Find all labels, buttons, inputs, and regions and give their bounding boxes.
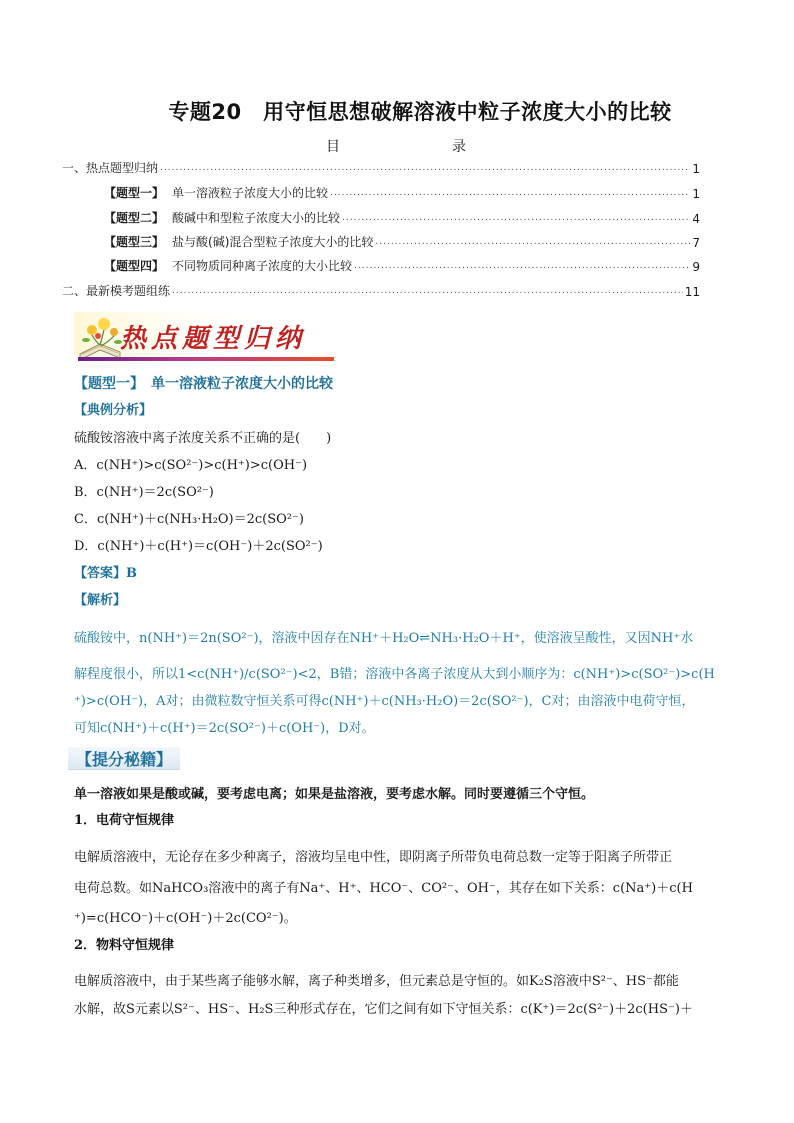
banner-underline — [78, 357, 334, 361]
option-b: B．c(NH⁺)＝2c(SO²⁻) — [74, 485, 214, 500]
banner-title: 热点题型归纳 — [120, 324, 307, 354]
toc-leader — [330, 188, 690, 198]
toc-entry-4[interactable]: 【题型三】 盐与酸(碱)混合型粒子浓度大小的比较 ..... 7 — [104, 230, 700, 250]
analysis-line-1: 硫酸铵中，n(NH⁺)＝2n(SO²⁻)，溶液中因存在NH⁺＋H₂O⇌NH₃·H₂O＋H⁺，使溶液呈酸性，又因NH⁺水 — [74, 631, 694, 646]
toc-entry-3[interactable]: 【题型二】 酸碱中和型粒子浓度大小的比较 ..... 4 — [104, 206, 700, 226]
rule1-line-1: 电解质溶液中，无论存在多少种离子，溶液均呈电中性，即阴离子所带负电荷总数一定等于阳离子所带正 — [74, 850, 673, 865]
toc-heading-left: 目 — [326, 139, 340, 155]
toc-leader — [354, 261, 690, 271]
option-d: D．c(NH⁺)＋c(H⁺)＝c(OH⁻)＋2c(SO²⁻) — [74, 539, 323, 554]
rule2-title: 2．物料守恒规律 — [74, 938, 175, 953]
toc-entry-1[interactable]: 一、热点题型归纳 ..... 1 — [62, 156, 700, 176]
tip-summary: 单一溶液如果是酸或碱，要考虑电离；如果是盐溶液，要考虑水解。同时要遵循三个守恒。 — [74, 787, 595, 802]
analysis-line-4: 可知c(NH⁺)＋c(H⁺)＝2c(SO²⁻)＋c(OH⁻)，D对。 — [74, 721, 375, 736]
analysis-label: 【解析】 — [74, 593, 127, 608]
rule2-line-2: 水解，故S元素以S²⁻、HS⁻、H₂S三种形式存在，它们之间有如下守恒关系：c(K⁺)＝2c(S²⁻)＋2c(HS⁻)＋ — [74, 1002, 693, 1017]
analysis-line-2: 解程度很小，所以1<c(NH⁺)/c(SO²⁻)<2，B错；溶液中各离子浓度从大到小顺序为：c(NH⁺)>c(SO²⁻)>c(H — [74, 667, 715, 682]
tip-section-label: 【提分秘籍】 — [68, 747, 180, 770]
toc-leader — [375, 237, 690, 247]
toc-heading-right: 录 — [452, 139, 466, 155]
rule1-line-3: ⁺)=c(HCO⁻)＋c(OH⁻)＋2c(CO²⁻)。 — [74, 911, 297, 926]
answer-label: 【答案】B — [74, 566, 137, 581]
rule1-title: 1．电荷守恒规律 — [74, 813, 175, 828]
toc-leader — [172, 286, 683, 296]
question-type-label: 【题型一】 单一溶液粒子浓度大小的比较 — [74, 376, 333, 392]
rule1-line-2: 电荷总数。如NaHCO₃溶液中的离子有Na⁺、H⁺、HCO⁻、CO²⁻、OH⁻，其存在如下关系：c(Na⁺)＋c(H — [74, 881, 693, 896]
rule2-line-1: 电解质溶液中，由于某些离子能够水解，离子种类增多，但元素总是守恒的。如K₂S溶液中S²⁻、HS⁻都能 — [74, 974, 679, 989]
option-c: C．c(NH⁺)＋c(NH₃·H₂O)＝2c(SO²⁻) — [74, 512, 304, 527]
toc-entry-2[interactable]: 【题型一】 单一溶液粒子浓度大小的比较 ..... 1 — [104, 181, 700, 201]
toc-leader — [342, 213, 690, 223]
analysis-line-3: ⁺)>c(OH⁻)，A对；由微粒数守恒关系可得c(NH⁺)＋c(NH₃·H₂O)＝2c(SO²⁻)，C对；由溶液中电荷守恒， — [74, 694, 695, 709]
page-title: 专题20 用守恒思想破解溶液中粒子浓度大小的比较 — [168, 100, 672, 124]
example-label: 【典例分析】 — [74, 403, 153, 418]
toc-entry-6[interactable]: 二、最新模考题组练 ..... 11 — [62, 279, 700, 299]
toc-entry-5[interactable]: 【题型四】 不同物质同种离子浓度的大小比较 ..... 9 — [104, 254, 700, 274]
question-stem: 硫酸铵溶液中离子浓度关系不正确的是( ) — [74, 431, 332, 446]
option-a: A．c(NH⁺)>c(SO²⁻)>c(H⁺)>c(OH⁻) — [74, 458, 308, 473]
toc-leader — [160, 163, 690, 173]
